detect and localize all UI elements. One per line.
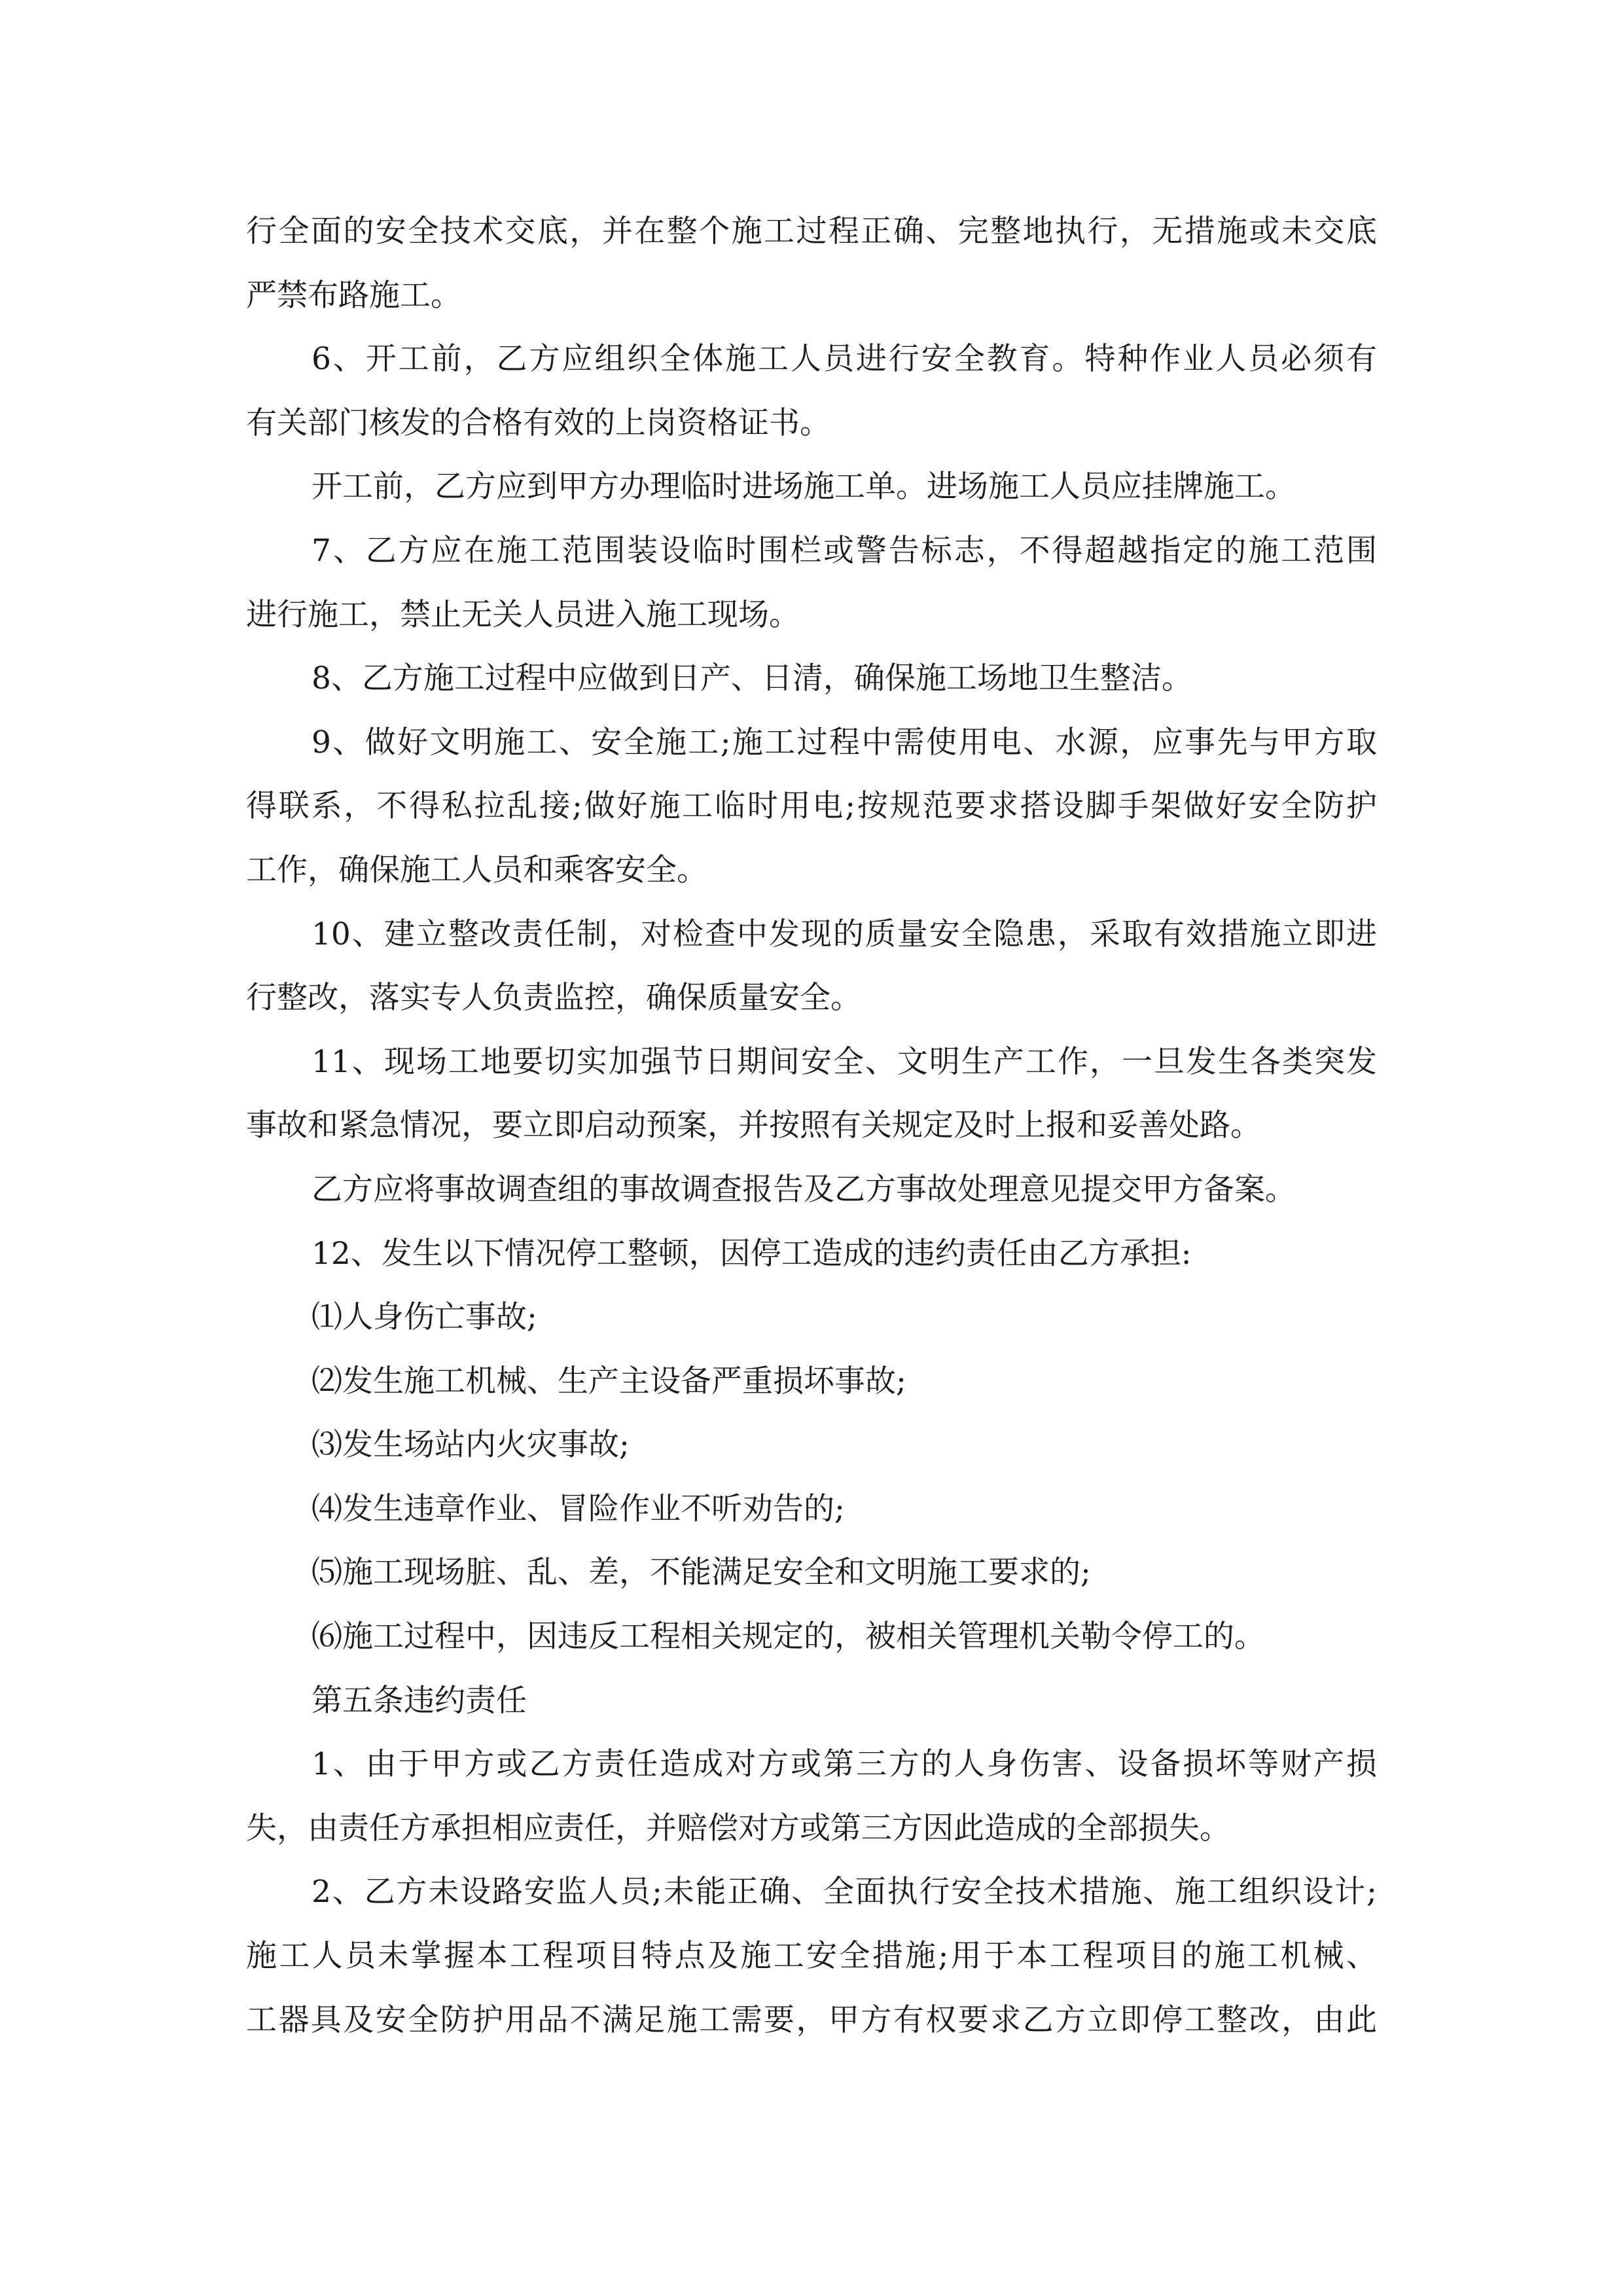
text-line: ⑶发生场站内火灾事故;: [312, 1427, 630, 1463]
text-line: 失，由责任方承担相应责任，并赔偿对方或第三方因此造成的全部损失。: [246, 1810, 1230, 1846]
text-line: 得联系，不得私拉乱接;做好施工临时用电;按规范要求搭设脚手架做好安全防护: [246, 788, 1377, 825]
text-line: 1、由于甲方或乙方责任造成对方或第三方的人身伤害、设备损坏等财产损: [312, 1746, 1377, 1783]
text-line: 6、开工前，乙方应组织全体施工人员进行安全教育。特种作业人员必须有: [312, 341, 1377, 378]
text-line: 施工人员未掌握本工程项目特点及施工安全措施;用于本工程项目的施工机械、: [246, 1938, 1377, 1975]
text-line: 行整改，落实专人负责监控，确保质量安全。: [246, 980, 861, 1016]
text-line: 7、乙方应在施工范围装设临时围栏或警告标志，不得超越指定的施工范围: [312, 532, 1377, 569]
text-line: 严禁布路施工。: [246, 277, 461, 314]
text-line: 乙方应将事故调查组的事故调查报告及乙方事故处理意见提交甲方备案。: [312, 1171, 1296, 1208]
text-line: 工器具及安全防护用品不满足施工需要，甲方有权要求乙方立即停工整改，由此: [246, 2001, 1377, 2038]
text-line: 行全面的安全技术交底，并在整个施工过程正确、完整地执行，无措施或未交底: [246, 213, 1377, 249]
text-line: ⑵发生施工机械、生产主设备严重损坏事故;: [312, 1363, 906, 1399]
text-line: 进行施工，禁止无关人员进入施工现场。: [246, 596, 800, 633]
text-line: ⑹施工过程中，因违反工程相关规定的，被相关管理机关勒令停工的。: [312, 1619, 1265, 1655]
text-line: 8、乙方施工过程中应做到日产、日清，确保施工场地卫生整洁。: [312, 660, 1192, 697]
text-line: 11、现场工地要切实加强节日期间安全、文明生产工作，一旦发生各类突发: [312, 1043, 1377, 1080]
text-line: 2、乙方未设路安监人员;未能正确、全面执行安全技术措施、施工组织设计;: [312, 1874, 1377, 1910]
text-line: 9、做好文明施工、安全施工;施工过程中需使用电、水源，应事先与甲方取: [312, 724, 1377, 761]
text-line: 10、建立整改责任制，对检查中发现的质量安全隐患，采取有效措施立即进: [312, 916, 1377, 952]
text-line: 12、发生以下情况停工整顿，因停工造成的违约责任由乙方承担:: [312, 1235, 1192, 1272]
text-line: ⑴人身伤亡事故;: [312, 1299, 537, 1336]
text-line: 工作，确保施工人员和乘客安全。: [246, 852, 707, 888]
body-text: [246, 200, 1377, 2052]
text-line: 事故和紧急情况，要立即启动预案，并按照有关规定及时上报和妥善处路。: [246, 1107, 1261, 1144]
text-line: ⑷发生违章作业、冒险作业不听劝告的;: [312, 1490, 845, 1527]
text-line: ⑸施工现场脏、乱、差，不能满足安全和文明施工要求的;: [312, 1554, 1091, 1591]
text-line: 开工前，乙方应到甲方办理临时进场施工单。进场施工人员应挂牌施工。: [312, 469, 1296, 505]
text-line: 有关部门核发的合格有效的上岗资格证书。: [246, 404, 830, 441]
text-line: 第五条违约责任: [312, 1682, 527, 1719]
